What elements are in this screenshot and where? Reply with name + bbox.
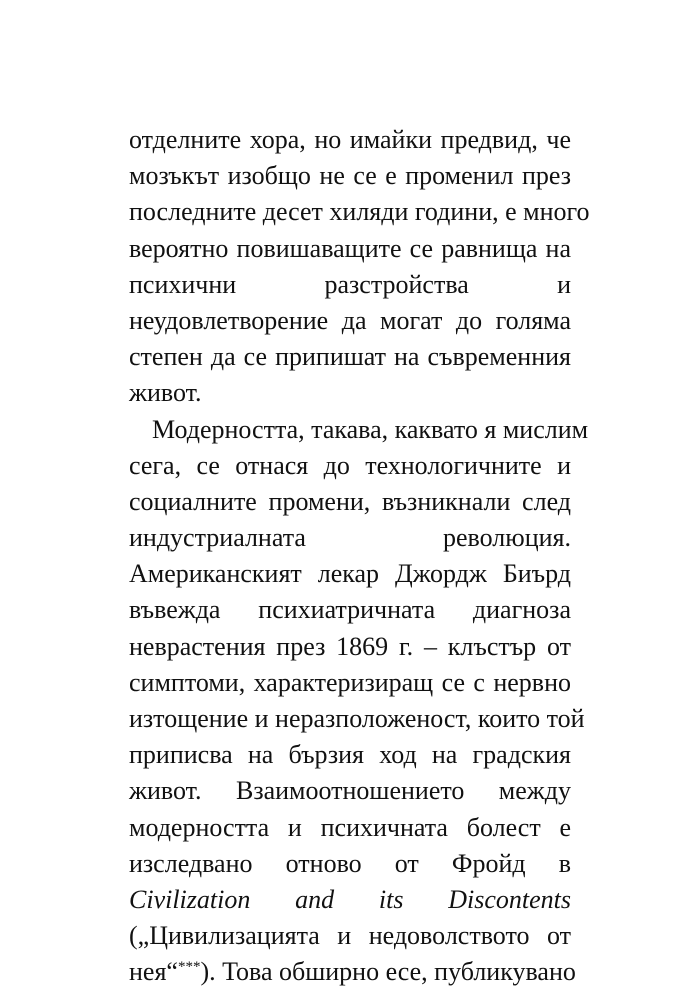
text-line-17: изтощение и неразположеност, които той xyxy=(129,704,585,733)
text-line-24-start: нея“ xyxy=(129,957,178,987)
footnote-marker: *** xyxy=(177,959,201,976)
text-line-5: психични разстройства и xyxy=(129,269,571,299)
text-line-16: симптоми, характеризиращ се с нервно xyxy=(129,667,571,697)
text-line-23: („Цивилизацията и недоволството от xyxy=(129,921,571,951)
text-line-10: сега, се отнася до технологичните и xyxy=(129,450,571,480)
text-line-1: отделните хора, но имайки предвид, че xyxy=(129,125,571,154)
text-line-20: модерността и психичната болест е xyxy=(129,812,571,842)
body-text xyxy=(129,122,590,991)
text-line-14: въвежда психиатричната диагноза xyxy=(129,595,571,625)
text-line-4: вероятно повишаващите се равнища на xyxy=(129,233,571,263)
text-line-19: живот. Взаимоотношението между xyxy=(129,776,571,806)
text-line-6: неудовлетворение да могат до голяма xyxy=(129,305,571,335)
text-line-9: Модерността, такава, каквато я мислим xyxy=(152,414,589,444)
text-line-15: неврастения през 1869 г. – клъстър от xyxy=(129,631,571,661)
text-line-21: изследвано отново от Фройд в xyxy=(129,848,571,878)
text-line-12: индустриалната революция. xyxy=(129,523,571,553)
text-line-24-end: ). Това обширно есе, публикувано xyxy=(200,957,576,987)
text-line-22-book-title: Civilization and its Discontents xyxy=(129,884,571,914)
text-line-2: мозъкът изобщо не се е променил през xyxy=(129,161,571,191)
text-line-3: последните десет хиляди години, е много xyxy=(129,197,590,227)
text-line-11: социалните промени, възникнали след xyxy=(129,486,571,516)
text-line-8: живот. xyxy=(129,378,202,408)
text-line-18: приписва на бързия ход на градския xyxy=(129,740,571,770)
text-line-24 xyxy=(129,954,576,990)
text-line-13: Американският лекар Джордж Биърд xyxy=(129,559,571,589)
text-line-7: степен да се припишат на съвременния xyxy=(129,342,571,372)
